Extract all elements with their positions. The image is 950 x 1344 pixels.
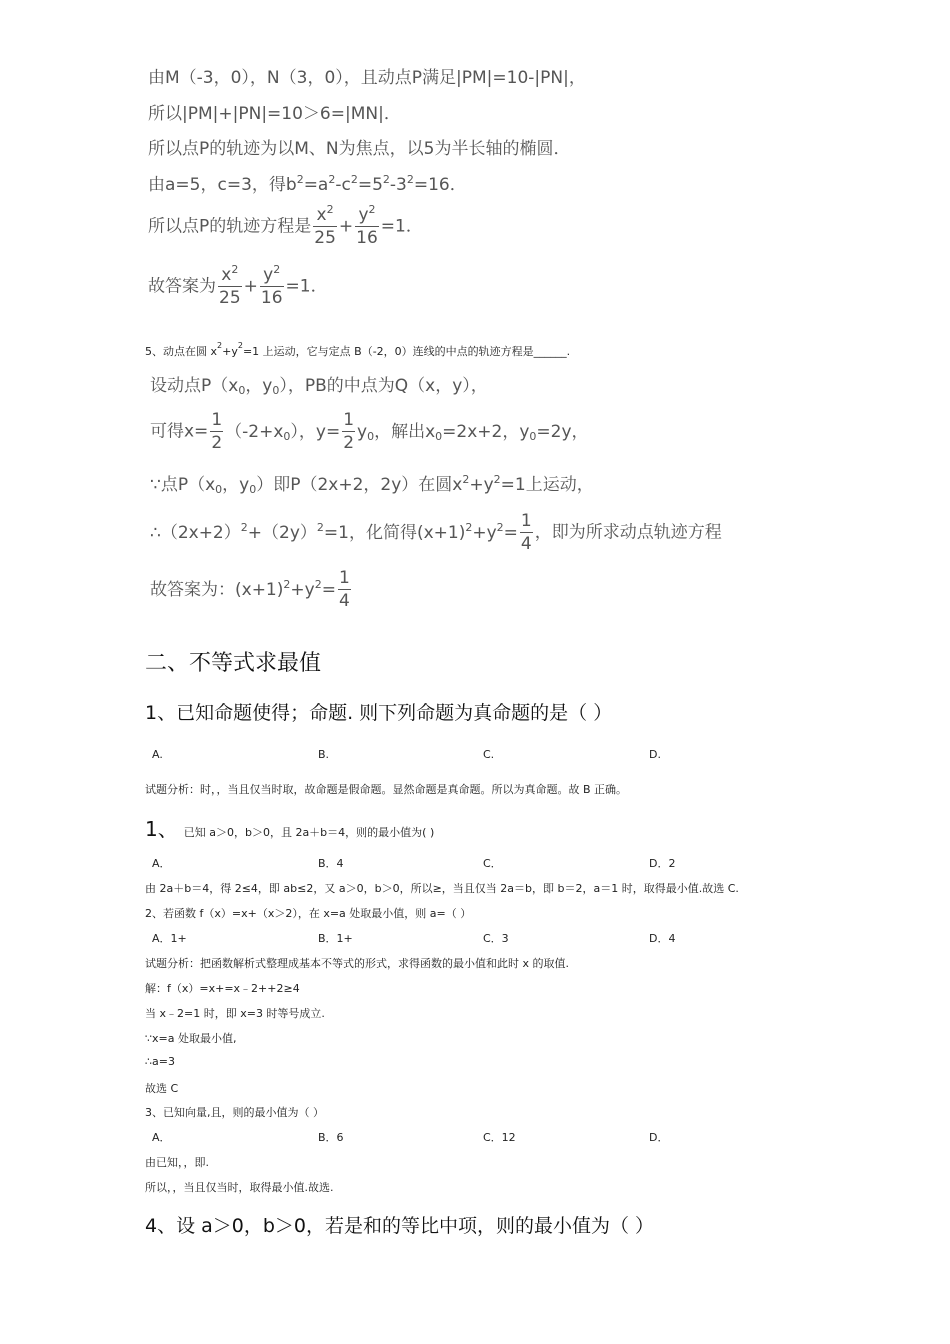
q1b-heading (145, 813, 434, 842)
q3-solution-line-2: 所以，，当且仅当时，取得最小值.故选. (145, 1181, 334, 1194)
q1-option-b: B. (318, 748, 330, 761)
q1-analysis: 试题分析：时，，当且仅当时取，故命题是假命题。显然命题是真命题。所以为真命题。故 B 正确。 (145, 783, 628, 796)
q1b-title: 已知 a＞0，b＞0，且 2a＋b＝4，则的最小值为( ) (183, 826, 435, 839)
q1b-option-c: C． (483, 857, 502, 870)
q1b-number: 1、 (145, 817, 178, 841)
solution-line-2: 所以|PM|+|PN|=10＞6=|MN|． (148, 104, 401, 124)
solution-line-4: 由a=5，c=3，得$b^2=a^2-c^2=5^2-3^2=16$． (148, 173, 467, 195)
solution-ellipse-equation: 所以点P的轨迹方程是 $\frac{x^2}{25}$ + $\frac{y^2}{16}$ =1． (148, 203, 423, 248)
q2-solution-line-3: ∵x=a 处取最小值, (145, 1032, 237, 1045)
q5-solution-answer: 故答案为：$(x+1)^2+y^2=$ $\frac{1}{4}$ (150, 568, 350, 611)
solution-line-1: 由M（-3，0），N（3，0），且动点P满足|PM|=10-|PN|， (148, 68, 586, 88)
section-heading: 二、不等式求最值 (145, 651, 322, 676)
q2-analysis: 试题分析：把函数解析式整理成基本不等式的形式，求得函数的最小值和此时 x 的取值. (145, 957, 569, 970)
q5-solution-line-3: ∵点$P(x_0$，$y_0$）即P（2x+2，2y）在圆$x^2+y^2=1$上运动， (150, 473, 594, 496)
q3-option-a: A． (152, 1131, 171, 1144)
q2-title: 2、若函数 f（x）=x+（x＞2），在 x=a 处取最小值，则 a=（ ） (145, 907, 472, 920)
q5-solution-line-2: 可得x= $\frac{1}{2}$ $(-2+x_0)$，y= $\frac{1}{2}$ $y_0$，解出$x_0=2x+2$，$y_0=2y$， (150, 410, 589, 453)
q3-option-c: C．12 (483, 1131, 516, 1144)
question-5-text: 5、动点在圆 $x^2+y^2=1$ 上运动，它与定点 B（-2，0）连线的中点的轨迹方程是______. (145, 341, 571, 358)
solution-line-3: 所以点P的轨迹为以M、N为焦点，以5为半长轴的椭圆． (148, 139, 571, 159)
q3-solution-line-1: 由已知，，即. (145, 1156, 209, 1169)
q4-title: 4、设 a＞0，b＞0，若是和的等比中项，则的最小值为（ ） (145, 1215, 655, 1237)
q1b-option-d: D．2 (649, 857, 676, 870)
q2-option-d: D．4 (649, 932, 676, 945)
q1b-option-b: B．4 (318, 857, 344, 870)
q1-option-a: A. (152, 748, 163, 761)
q2-solution-line-1: 解：f（x）=x+=x﹣2++2≥4 (145, 982, 300, 995)
q1-title: 1、已知命题使得；命题. 则下列命题为真命题的是（ ） (145, 702, 613, 724)
q3-option-b: B．6 (318, 1131, 344, 1144)
q1b-analysis: 由 2a＋b＝4，得 2≤4，即 ab≤2，又 a＞0，b＞0，所以≥，当且仅当 2a＝b，即 b＝2，a＝1 时，取得最小值.故选 C. (145, 882, 739, 895)
solution-answer: 故答案为 $\frac{x^2}{25}$ + $\frac{y^2}{16}$ =1． (148, 263, 328, 308)
q5-solution-line-1: 设动点$P(x_0$，$y_0$），PB的中点为Q（x，y）， (150, 376, 488, 397)
q3-option-d: D． (649, 1131, 669, 1144)
q2-solution-line-4: ∴a=3 (145, 1055, 175, 1068)
q1b-option-a: A． (152, 857, 171, 870)
q3-title: 3、已知向量,且，则的最小值为（ ） (145, 1106, 324, 1119)
q1-option-c: C. (483, 748, 495, 761)
q5-solution-line-4: $\therefore(2x+2)^2+(2y)^2=1$，化简得$(x+1)^2+y^2=$ $\frac{1}{4}$ ，即为所求动点轨迹方程 (150, 511, 722, 554)
q2-solution-line-5: 故选 C (145, 1082, 179, 1095)
q2-option-a: A．1+ (152, 932, 187, 945)
q1-option-d: D. (649, 748, 661, 761)
q2-solution-line-2: 当 x﹣2=1 时，即 x=3 时等号成立. (145, 1007, 325, 1020)
q2-option-c: C．3 (483, 932, 509, 945)
q2-option-b: B．1+ (318, 932, 353, 945)
